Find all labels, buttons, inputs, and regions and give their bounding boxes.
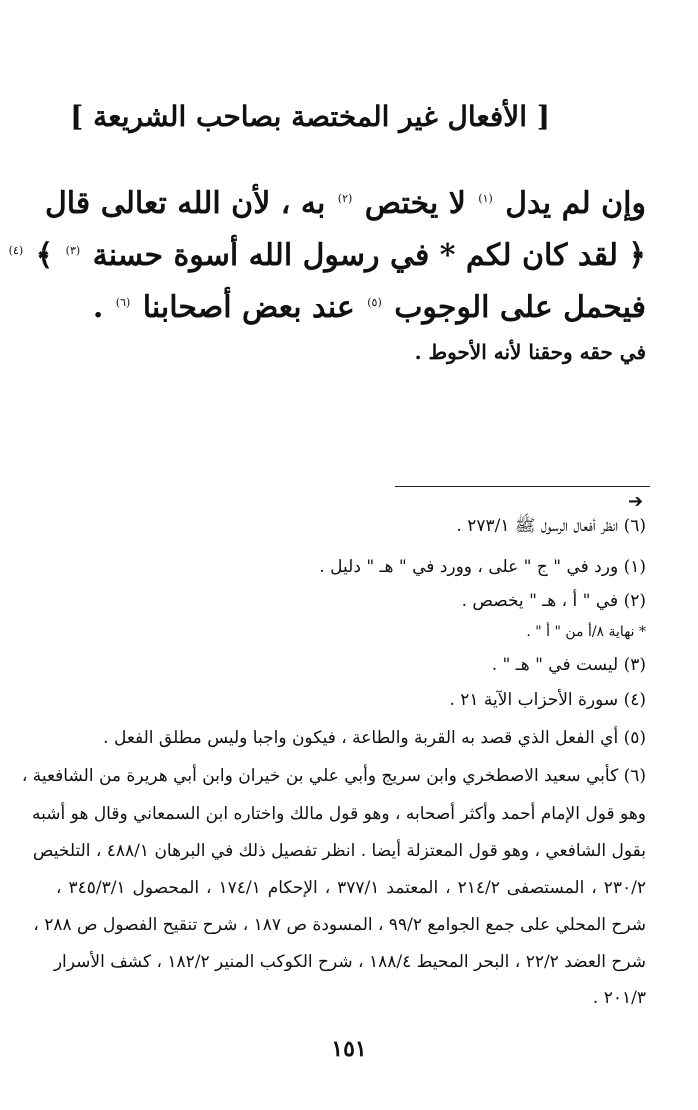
text-segment: لا يختص	[364, 186, 466, 221]
footnote-line: (١) ورد في " ج " على ، وورد في " هـ " دليل .	[319, 557, 646, 577]
footnote-line: شرح العضد ٢٢/٢ ، البحر المحيط ١٨٨/٤ ، شرح الكوكب المنير ١٨٢/٢ ، كشف الأسرار	[53, 952, 646, 972]
footnote-line: بقول الشافعي ، وهو قول المعتزلة أيضا . انظر تفصيل ذلك في البرهان ٤٨٨/١ ، التلخيص	[32, 841, 646, 861]
main-text-line-1	[44, 186, 646, 221]
main-text-line-4: في حقه وحقنا لأنه الأحوط .	[414, 340, 646, 364]
footnote-line: شرح المحلي على جمع الجوامع ٩٩/٢ ، المسودة ص ١٨٧ ، شرح تنقيح الفصول ص ٢٨٨ ،	[33, 915, 646, 935]
page-number: ١٥١	[331, 1036, 367, 1062]
text-segment: .	[92, 290, 104, 325]
footnote-line: (٤) سورة الأحزاب الآية ٢١ .	[449, 690, 646, 710]
footnote-line: ٢٣٠/٢ ، المستصفى ٢١٤/٢ ، المعتمد ٣٧٧/١ ، الإحكام ١٧٤/١ ، المحصول ٣٤٥/٣/١ ،	[56, 878, 647, 898]
footnote-marker: (٦)	[115, 296, 131, 309]
footnote-marker: (١)	[478, 192, 493, 205]
quran-verse: ﴿ لقد كان لكم * في رسول الله أسوة حسنة	[92, 238, 646, 273]
footnote-line: (٢) في " أ ، هـ " يخصص .	[461, 591, 646, 611]
continuation-arrow-icon: ➔	[628, 491, 644, 512]
text-segment: وإن لم يدل	[505, 186, 646, 221]
section-heading: [ الأفعال غير المختصة بصاحب الشريعة ]	[70, 100, 550, 133]
main-text-line-3	[93, 290, 646, 325]
text-segment: به ، لأن الله تعالى قال	[44, 186, 326, 221]
footnote-marker: (٢)	[337, 192, 353, 205]
footnote-marker: (٥)	[367, 296, 382, 309]
footnote-line: (٣) ليست في " هـ " .	[491, 655, 646, 675]
footnote-line: وهو قول الإمام أحمد وأكثر أصحابه ، وهو قول مالك واختاره ابن السمعاني وقال هو أشبه	[32, 804, 646, 824]
footnote-line: ٢٠١/٣ .	[592, 988, 646, 1008]
verse-close-bracket: ﴾	[35, 238, 54, 273]
main-text-line-2	[8, 238, 646, 273]
footnote-line: (٦) انظر أفعال الرسول ﷺ ٢٧٣/١ .	[456, 516, 646, 536]
footnote-line: (٥) أي الفعل الذي قصد به القربة والطاعة ، فيكون واجبا وليس مطلق الفعل .	[103, 728, 646, 748]
footnote-marker: (٤)	[8, 244, 24, 257]
text-segment: عند بعض أصحابنا	[142, 290, 355, 325]
text-segment: فيحمل على الوجوب	[394, 290, 646, 325]
footnote-marker: (٣)	[65, 244, 81, 257]
footnote-separator	[395, 486, 650, 487]
footnote-line: (٦) كأبي سعيد الاصطخري وابن سريج وأبي علي بن خيران وابن أبي هريرة من الشافعية ،	[21, 766, 646, 786]
footnote-line: * نهاية ٨/أ من " أ " .	[526, 624, 646, 640]
